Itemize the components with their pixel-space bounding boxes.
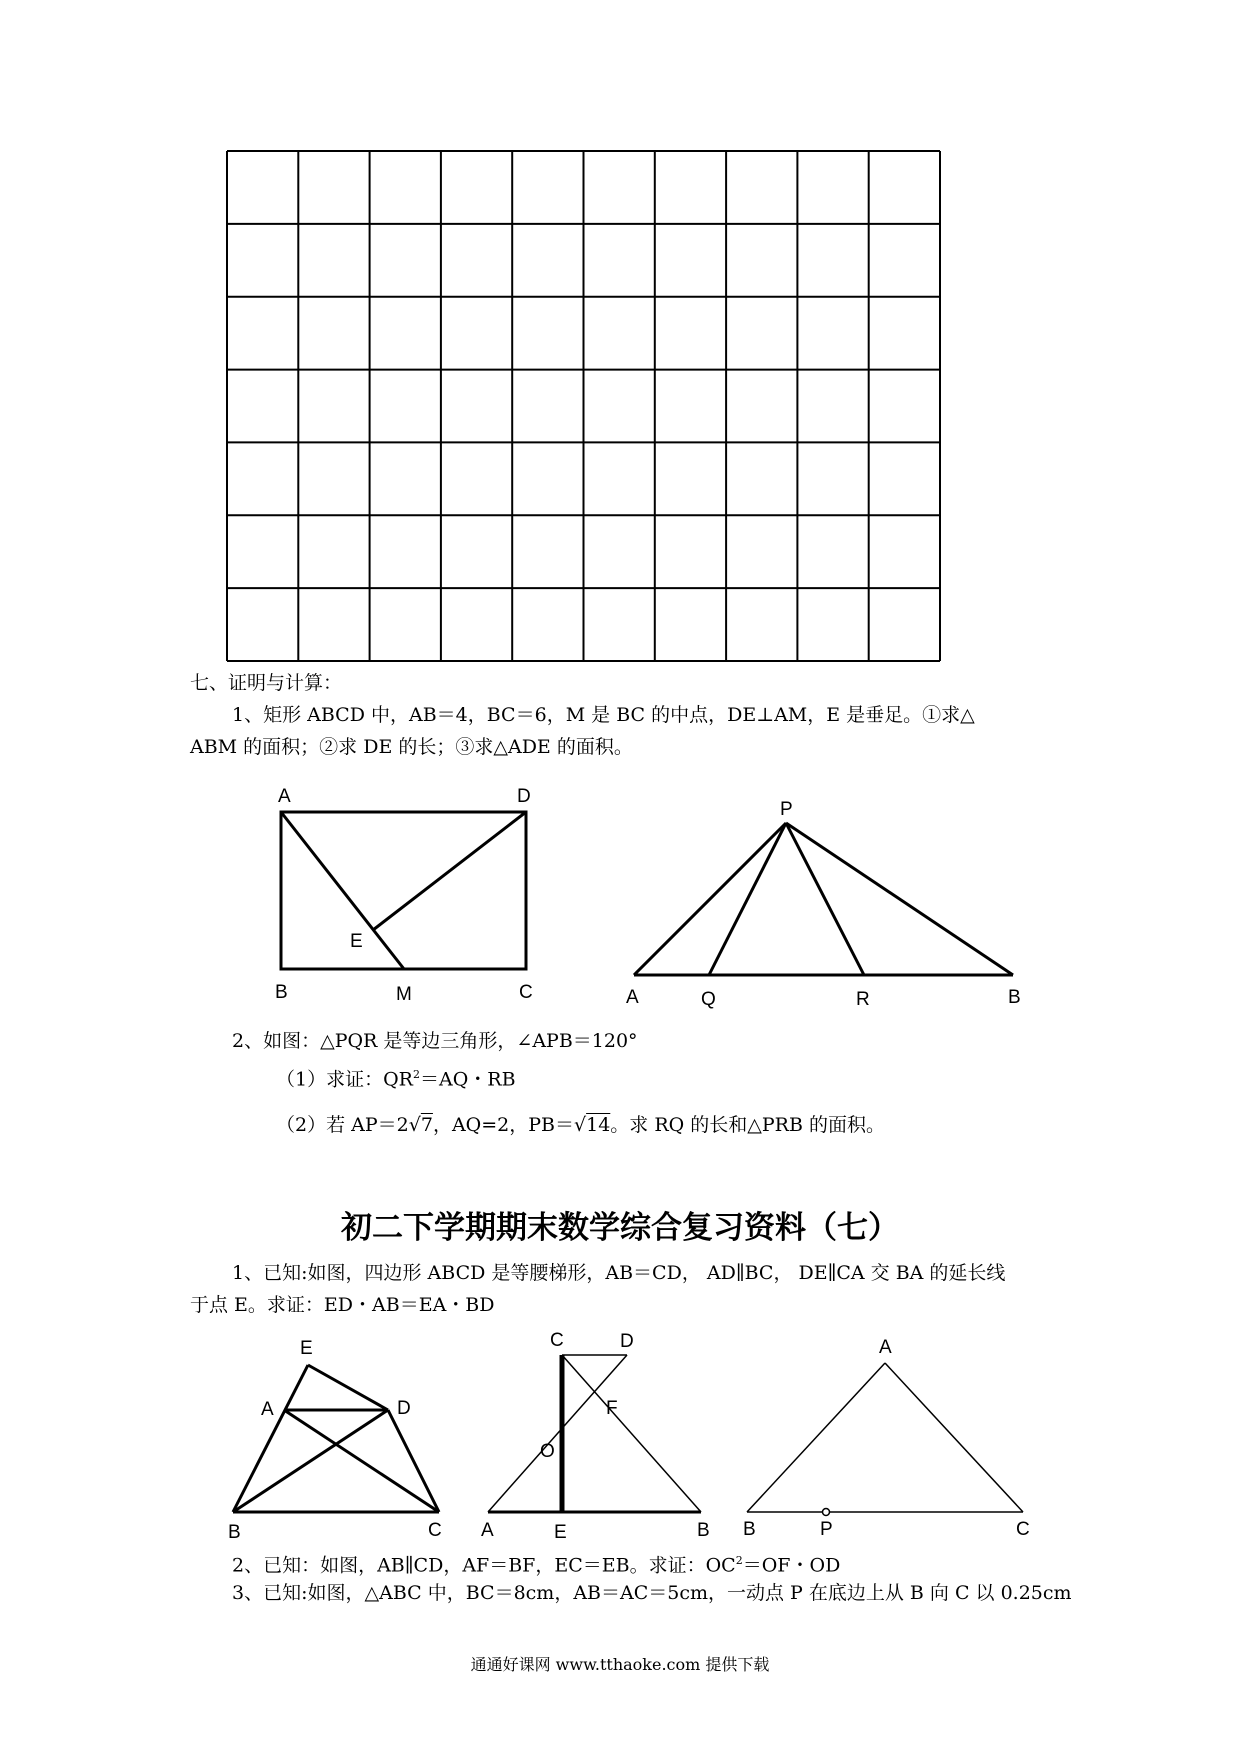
segment-cb bbox=[562, 1355, 701, 1512]
segment-ea bbox=[233, 1365, 308, 1512]
segment-ac bbox=[885, 1363, 1023, 1512]
figure-triangle-abc bbox=[740, 1330, 1040, 1540]
label-b: B bbox=[275, 982, 288, 1003]
label-e: E bbox=[554, 1522, 567, 1540]
segment-pq bbox=[709, 823, 786, 975]
label-e: E bbox=[350, 931, 363, 952]
part7-question-2: 2、已知：如图，AB∥CD，AF＝BF，EC＝EB。求证：$OC^2=OF$・OD bbox=[232, 1554, 841, 1577]
diagonal-bd bbox=[233, 1410, 388, 1512]
label-e: E bbox=[300, 1338, 313, 1359]
segment-ad bbox=[488, 1355, 627, 1512]
footer-text: 通通好课网 www.tthaoke.com 提供下载 bbox=[470, 1655, 770, 1674]
label-p: P bbox=[820, 1519, 833, 1540]
label-f: F bbox=[606, 1398, 618, 1419]
question-1-text-line2: ABM 的面积；②求 DE 的长；③求△ADE 的面积。 bbox=[190, 736, 633, 758]
label-c: C bbox=[1016, 1519, 1030, 1540]
rectangle-abcd bbox=[281, 812, 526, 969]
part7-question-1-line1: 1、已知:如图，四边形 ABCD 是等腰梯形，AB＝CD， AD∥BC， DE∥CA 交 BA 的延长线 bbox=[232, 1262, 1006, 1284]
label-m: M bbox=[396, 984, 412, 1005]
label-c: C bbox=[428, 1520, 442, 1540]
segment-ed bbox=[308, 1365, 388, 1410]
label-q: Q bbox=[701, 989, 716, 1010]
label-a: A bbox=[879, 1337, 892, 1358]
section-heading: 七、证明与计算： bbox=[190, 672, 343, 694]
label-b: B bbox=[697, 1520, 710, 1540]
page-title: 初二下学期期末数学综合复习资料（七） bbox=[341, 1210, 899, 1246]
segment-pb bbox=[786, 823, 1013, 975]
label-a: A bbox=[481, 1520, 494, 1540]
label-d: D bbox=[517, 786, 531, 807]
label-a: A bbox=[626, 987, 639, 1008]
label-c: C bbox=[550, 1330, 564, 1351]
label-r: R bbox=[856, 989, 870, 1010]
figure-trapezoid-abcd bbox=[225, 1330, 455, 1540]
segment-am bbox=[281, 812, 404, 969]
part7-question-1-line2: 于点 E。求证：ED・AB＝EA・BD bbox=[190, 1294, 495, 1316]
figure-parallel-ab-cd bbox=[470, 1325, 720, 1540]
question-2-part1: （1）求证：$QR^2=AQ$・RB bbox=[276, 1068, 516, 1091]
diagonal-ac bbox=[284, 1410, 439, 1512]
question-2-text: 2、如图：△PQR 是等边三角形，∠APB＝120° bbox=[232, 1030, 638, 1052]
segment-de bbox=[373, 812, 526, 930]
label-p: P bbox=[780, 799, 793, 820]
label-b: B bbox=[743, 1519, 756, 1540]
segment-ab bbox=[747, 1363, 885, 1512]
figure-rectangle-abcd bbox=[270, 780, 550, 1010]
label-a: A bbox=[261, 1399, 274, 1420]
label-o: O bbox=[540, 1441, 555, 1462]
label-b: B bbox=[1008, 987, 1021, 1008]
label-c: C bbox=[519, 982, 533, 1003]
answer-grid bbox=[225, 149, 945, 665]
label-a: A bbox=[278, 786, 291, 807]
segment-pa bbox=[634, 823, 786, 975]
point-p bbox=[823, 1509, 830, 1516]
question-1-text-line1: 1、矩形 ABCD 中，AB＝4，BC＝6，M 是 BC 的中点，DE⊥AM，E 是垂足。①求△ bbox=[232, 704, 975, 726]
label-b: B bbox=[228, 1522, 241, 1540]
question-2-part2: （2）若 AP＝2√7，AQ=2，PB＝√14。求 RQ 的长和△PRB 的面积。 bbox=[276, 1114, 885, 1136]
figure-triangle-pqr bbox=[620, 795, 1030, 1010]
part7-question-3: 3、已知:如图，△ABC 中，BC＝8cm，AB＝AC＝5cm，一动点 P 在底边上从 B 向 C 以 0.25cm bbox=[232, 1582, 1072, 1604]
segment-pr bbox=[786, 823, 864, 975]
label-d: D bbox=[397, 1398, 411, 1419]
label-d: D bbox=[620, 1331, 634, 1352]
